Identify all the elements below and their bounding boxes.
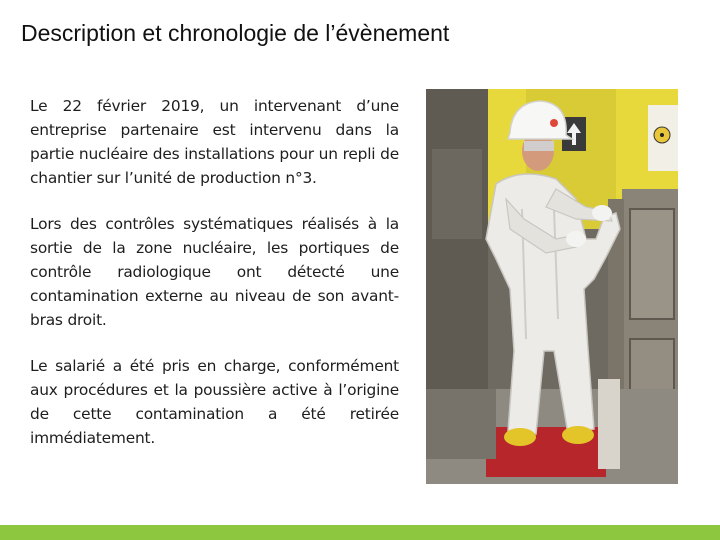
portal-panel-top	[630, 209, 674, 319]
rolled-sheets	[598, 379, 620, 469]
paragraph-event: Le 22 février 2019, un intervenant d’une entreprise partenaire est intervenu dans la partie nucléaire des installations pour un repli de chantier sur l’unité de production n°3.	[30, 97, 399, 187]
body-text	[30, 94, 399, 472]
helmet-logo	[550, 119, 558, 127]
worker-glove-left	[566, 231, 586, 247]
worker-boot-right	[562, 426, 594, 444]
worker-photo	[426, 89, 678, 484]
safety-glasses	[524, 141, 554, 151]
footer-accent-bar	[0, 525, 720, 540]
radiation-icon-center	[660, 133, 664, 137]
step-platform	[426, 389, 496, 459]
worker-glove-right	[592, 205, 612, 221]
worker-boot-left	[504, 428, 536, 446]
paragraph-detection: Lors des contrôles systématiques réalisés à la sortie de la zone nucléaire, les portiques de contrôle radiologique ont détecté une contamination externe au niveau de son avant-bras droit.	[30, 215, 399, 329]
slide-title: Description et chronologie de l’évènement	[21, 20, 450, 46]
paragraph-response: Le salarié a été pris en charge, conformément aux procédures et la poussière active à l’origine de cette contamination a été retirée immédiatement.	[30, 357, 399, 447]
left-cabinet-panel	[432, 149, 482, 239]
worker-photo-illustration	[426, 89, 678, 484]
